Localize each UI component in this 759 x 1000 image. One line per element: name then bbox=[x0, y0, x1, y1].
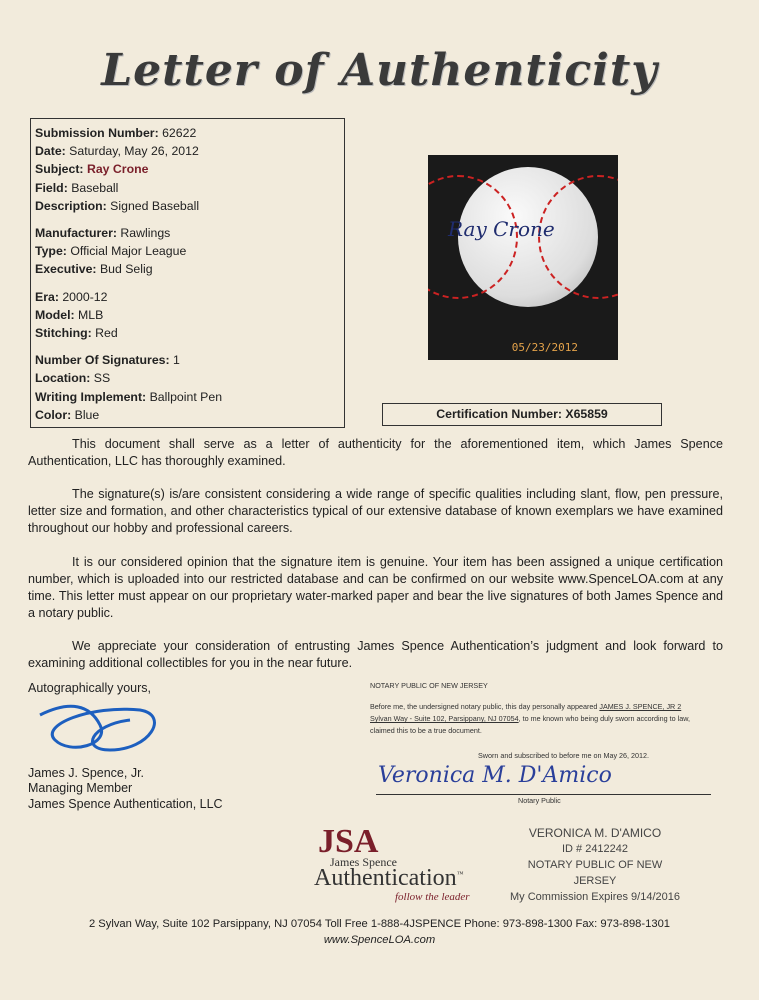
paragraph-4: We appreciate your consideration of entrusting James Spence Authentication’s judgment and look forward to examining additional collectibles for you in the near future. bbox=[28, 639, 723, 670]
notary-label: Notary Public bbox=[518, 796, 561, 805]
detail-value: 1 bbox=[173, 353, 180, 368]
signer-name: James J. Spence, Jr. bbox=[28, 766, 145, 780]
detail-label: Model: bbox=[35, 307, 75, 322]
detail-value: Ray Crone bbox=[86, 162, 149, 177]
detail-value: MLB bbox=[78, 307, 104, 322]
paragraph-3: It is our considered opinion that the signature item is genuine. Your item has been assigned a unique certification number, which is uploaded into our restricted database and can be confirmed on our website www.SpenceLOA.com at any time. This letter must appear on our proprietary water-marked paper and bear the live signatures of both James Spence and a notary public. bbox=[28, 555, 723, 620]
notary-stamp: VERONICA M. D'AMICO ID # 2412242 NOTARY PUBLIC OF NEW JERSEY My Commission Expires 9/14/2016 bbox=[510, 826, 680, 903]
notary-signature: Veronica M. D'Amico bbox=[378, 763, 612, 788]
detail-row bbox=[35, 306, 340, 324]
detail-value: 62622 bbox=[162, 126, 197, 140]
jsa-logo: JSA James Spence Authentication™ follow the leader bbox=[314, 823, 470, 903]
ball-signature: Ray Crone bbox=[448, 217, 555, 241]
detail-row bbox=[35, 288, 340, 306]
page-title: Letter of Authenticity bbox=[101, 45, 658, 96]
detail-label: Subject: bbox=[35, 162, 84, 177]
detail-label: Field: bbox=[35, 180, 68, 195]
spence-signature bbox=[30, 695, 165, 760]
detail-row bbox=[35, 406, 340, 424]
detail-value: Signed Baseball bbox=[110, 198, 200, 213]
detail-value: Official Major League bbox=[70, 244, 187, 259]
detail-label: Stitching: bbox=[35, 326, 92, 341]
footer-website[interactable]: www.SpenceLOA.com bbox=[323, 934, 436, 946]
detail-row bbox=[35, 142, 340, 160]
detail-row bbox=[35, 351, 340, 369]
notary-sworn: Sworn and subscribed to before me on May 26, 2012. bbox=[478, 751, 650, 760]
detail-row bbox=[35, 388, 340, 406]
certification-number: Certification Number: X65859 bbox=[382, 403, 662, 426]
detail-label: Executive: bbox=[35, 262, 97, 277]
detail-row bbox=[35, 124, 340, 142]
detail-value: Ballpoint Pen bbox=[149, 389, 223, 404]
detail-row bbox=[35, 324, 340, 342]
detail-value: Red bbox=[95, 326, 118, 341]
notary-statement: Before me, the undersigned notary public, this day personally appeared JAMES J. SPENCE, JR 2 Sylvan Way - Suite 102, Parsippany, NJ 07054, to me known who being duly sworn according to law, claimed this to be a true document. bbox=[370, 702, 691, 735]
detail-row bbox=[35, 179, 340, 197]
detail-row bbox=[35, 369, 340, 387]
signer-company: James Spence Authentication, LLC bbox=[28, 797, 223, 811]
detail-label: Type: bbox=[35, 244, 67, 259]
detail-label: Manufacturer: bbox=[35, 226, 117, 241]
detail-label: Date: bbox=[35, 144, 66, 159]
paragraph-2: The signature(s) is/are consistent considering a wide range of specific qualities including slant, flow, pen pressure, letter size and formation, and other characteristics typical of our extensive database of known exemplars we have examined throughout our hobby and professional careers. bbox=[28, 487, 723, 535]
detail-value: Baseball bbox=[71, 180, 119, 195]
detail-row bbox=[35, 197, 340, 215]
detail-row bbox=[35, 160, 340, 178]
item-details-box bbox=[30, 118, 345, 428]
footer-contact: 2 Sylvan Way, Suite 102 Parsippany, NJ 07054 Toll Free 1-888-4JSPENCE Phone: 973-898-1300 Fax: 973-898-1301 bbox=[88, 918, 671, 930]
detail-row bbox=[35, 242, 340, 260]
detail-label: Color: bbox=[35, 407, 72, 422]
paragraph-1: This document shall serve as a letter of authenticity for the aforementioned item, which James Spence Authentication, LLC has thoroughly examined. bbox=[28, 437, 723, 468]
detail-value: SS bbox=[93, 371, 111, 386]
detail-label: Description: bbox=[35, 198, 107, 213]
detail-label: Number Of Signatures: bbox=[35, 353, 170, 368]
detail-value: 2000-12 bbox=[62, 289, 108, 304]
detail-value: Rawlings bbox=[120, 226, 171, 241]
item-photo bbox=[428, 155, 618, 360]
detail-label: Submission Number: bbox=[35, 126, 159, 140]
detail-label: Era: bbox=[35, 289, 59, 304]
detail-row bbox=[35, 224, 340, 242]
detail-row bbox=[35, 260, 340, 278]
salutation: Autographically yours, bbox=[28, 681, 151, 695]
detail-value: Saturday, May 26, 2012 bbox=[69, 144, 199, 159]
photo-date-stamp: 05/23/2012 bbox=[511, 341, 578, 354]
detail-value: Bud Selig bbox=[99, 262, 153, 277]
detail-value: Blue bbox=[74, 407, 100, 422]
detail-label: Location: bbox=[35, 371, 91, 386]
notary-heading: NOTARY PUBLIC OF NEW JERSEY bbox=[370, 681, 488, 690]
detail-label: Writing Implement: bbox=[35, 389, 147, 404]
signer-role: Managing Member bbox=[28, 781, 133, 795]
